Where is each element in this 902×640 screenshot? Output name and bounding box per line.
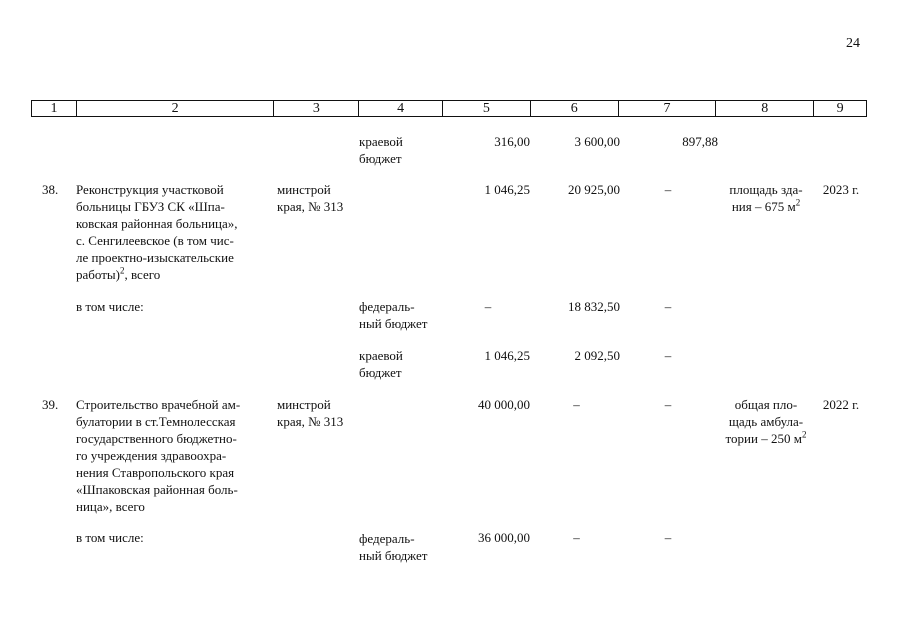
funding-source — [359, 133, 441, 167]
item-name — [76, 181, 266, 283]
capacity — [718, 181, 814, 215]
item-name-line: Реконструкция участковой — [76, 182, 224, 197]
item-subheading: в том числе: — [76, 299, 144, 314]
value-col-7: – — [664, 182, 672, 197]
header-col-1: 1 — [32, 101, 77, 116]
header-col-5: 5 — [443, 101, 531, 116]
executor-line: минстрой — [277, 397, 331, 412]
capacity-line: ния – 675 $м^2$ — [731, 197, 801, 214]
value-col-7: – — [664, 530, 672, 545]
header-col-9: 9 — [836, 101, 844, 116]
capacity — [718, 396, 814, 447]
executor-line: минстрой — [277, 182, 331, 197]
item-name-line: с. Сенгилеевское (в том чис- — [76, 233, 234, 248]
header-col-2: 2 — [77, 101, 275, 116]
capacity-line: щадь амбула- — [728, 414, 804, 429]
value-col-5: – — [484, 299, 492, 314]
header-col-3: 3 — [274, 101, 359, 116]
item-name-line: булатории в ст.Темнолесская — [76, 414, 236, 429]
value-col-7: 897,88 — [682, 134, 718, 149]
value-col-5: 316,00 — [494, 134, 530, 149]
item-name-line: ковская районная больница», — [76, 216, 238, 231]
header-col-8: 8 — [716, 101, 814, 116]
funding-source — [359, 347, 441, 381]
value-col-5: 40 000,00 — [478, 397, 530, 412]
executor-line: края, № 313 — [277, 199, 344, 214]
page-number: 24 — [846, 36, 860, 51]
item-name-line: го учреждения здравоохра- — [76, 448, 227, 463]
executor — [277, 181, 357, 215]
value-col-7: – — [664, 299, 672, 314]
funding-source-line: краевой — [359, 134, 403, 149]
value-col-6: – — [573, 397, 580, 412]
funding-source-line: бюджет — [359, 365, 402, 380]
table-header-row — [31, 100, 867, 117]
item-subheading: в том числе: — [76, 530, 144, 545]
funding-source-line: ный бюджет — [359, 316, 428, 331]
item-name-line: больницы ГБУЗ СК «Шпа- — [76, 199, 225, 214]
item-name-line: государственного бюджетно- — [76, 431, 237, 446]
funding-source-line: краевой — [359, 348, 403, 363]
value-col-6: 3 600,00 — [574, 134, 620, 149]
funding-source-line: федераль- — [359, 531, 415, 546]
header-col-4: 4 — [359, 101, 443, 116]
capacity-line: общая пло- — [734, 397, 798, 412]
completion-year: 2022 г. — [822, 397, 860, 412]
value-col-6: 2 092,50 — [574, 348, 620, 363]
capacity-line: тории – 250 $м^2$ — [725, 429, 807, 446]
item-name-line: Строительство врачебной ам- — [76, 397, 241, 412]
value-col-6: – — [573, 530, 580, 545]
value-col-7: – — [664, 348, 672, 363]
value-col-6: 20 925,00 — [568, 182, 620, 197]
funding-source — [359, 530, 441, 564]
header-col-7: 7 — [619, 101, 717, 116]
item-name — [76, 396, 266, 515]
item-number: 39. — [42, 397, 59, 412]
footnote-mark: 2 — [119, 265, 125, 276]
value-col-7: – — [664, 397, 672, 412]
funding-source-line: ный бюджет — [359, 548, 428, 563]
item-number: 38. — [42, 182, 59, 197]
funding-source — [359, 298, 441, 332]
item-name-line: ница», всего — [76, 499, 145, 514]
value-col-5: 36 000,00 — [478, 530, 530, 545]
completion-year: 2023 г. — [822, 182, 860, 197]
header-col-6: 6 — [531, 101, 619, 116]
funding-source-line: бюджет — [359, 151, 402, 166]
executor — [277, 396, 357, 430]
value-col-5: 1 046,25 — [484, 182, 530, 197]
item-name-line: «Шпаковская районная боль- — [76, 482, 238, 497]
item-name-line: ле проектно-изыскательские — [76, 250, 234, 265]
capacity-line: площадь зда- — [729, 182, 803, 197]
value-col-5: 1 046,25 — [484, 348, 530, 363]
value-col-6: 18 832,50 — [568, 299, 620, 314]
item-name-line: работы)$^2$, всего — [76, 265, 161, 282]
item-name-line: нения Ставропольского края — [76, 465, 235, 480]
funding-source-line: федераль- — [359, 299, 415, 314]
executor-line: края, № 313 — [277, 414, 344, 429]
